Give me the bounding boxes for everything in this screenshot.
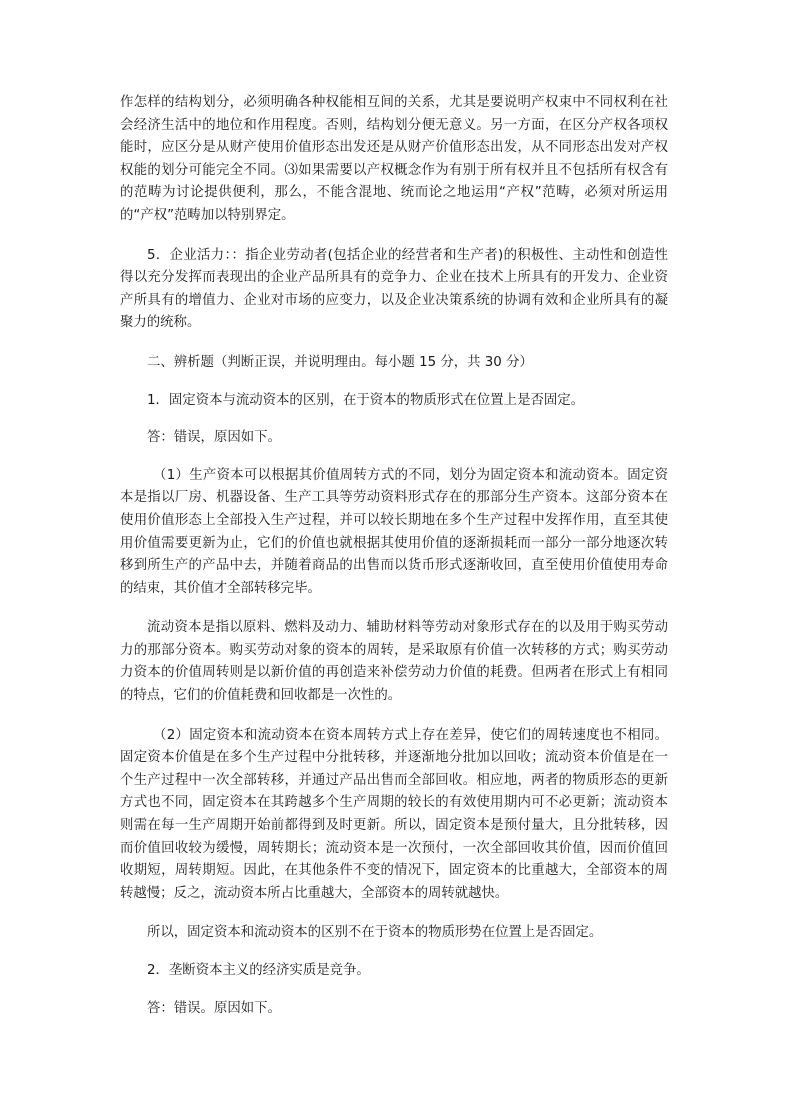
question-2: 2．垄断资本主义的经济实质是竞争。 bbox=[147, 963, 370, 978]
answer-2-intro: 答：错误。原因如下。 bbox=[147, 1000, 281, 1016]
answer-1-conclusion: 所以，固定资本和流动资本的区别不在于资本的物质形势在位置上是否固定。 bbox=[147, 925, 603, 941]
section-heading-analysis-questions: 二、辨析题（判断正误，并说明理由。每小题 15 分，共 30 分） bbox=[147, 354, 533, 370]
answer-1-intro: 答：错误，原因如下。 bbox=[147, 430, 281, 446]
paragraph-property-rights: 作怎样的结构划分，必须明确各种权能相互间的关系，尤其是要说明产权束中不同权利在社会经济生活中的地位和作用程度。否则，结构划分便无意义。另一方面，在区分产权各项权能时，应区分是从财产使用价值形态出发还是从财产价值形态出发，从不同形态出发对产权权能的划分可能完全不同。⑶如果需要以产权概念作为有别于所有权并且不包括所有权含有的范畴为讨论提供便利，那么，不能含混地、统而论之地运用“产权”范畴，必须对所运用的“产权”范畴加以特别界定。 bbox=[120, 95, 668, 223]
document-page bbox=[120, 92, 668, 1020]
answer-1-point-1: （1）生产资本可以根据其价值周转方式的不同，划分为固定资本和流动资本。固定资本是指以厂房、机器设备、生产工具等劳动资料形式存在的那部分生产资本。这部分资本在使用价值形态上全部投入生产过程，并可以较长期地在多个生产过程中发挥作用，直至其使用价值需要更新为止，它们的价值也就根据其使用价值的逐渐损耗而一部分一部分地逐次转移到所生产的产品中去，并随着商品的出售而以货币形式逐渐收回，直至使用价值使用寿命的结束，其价值才全部转移完毕。 bbox=[120, 467, 668, 596]
answer-1-circulating-capital: 流动资本是指以原料、燃料及动力、辅助材料等劳动对象形式存在的以及用于购买劳动力的那部分资本。购买劳动对象的资本的周转，是采取原有价值一次转移的方式；购买劳动力资本的价值周转则是以新价值的再创造来补偿劳动力价值的耗费。但两者在形式上有相同的特点，它们的价值耗费和回收都是一次性的。 bbox=[120, 620, 668, 704]
paragraph-enterprise-vitality: 5．企业活力：：指企业劳动者(包括企业的经营者和生产者)的积极性、主动性和创造性得以充分发挥而表现出的企业产品所具有的竞争力、企业在技术上所具有的开发力、企业资产所具有的增值力、企业对市场的应变力，以及企业决策系统的协调有效和企业所具有的凝聚力的统称。 bbox=[120, 247, 668, 331]
answer-1-point-2: （2）固定资本和流动资本在资本周转方式上存在差异，使它们的周转速度也不相同。固定资本价值是在多个生产过程中分批转移，并逐渐地分批加以回收；流动资本价值是在一个生产过程中一次全部转移，并通过产品出售而全部回收。相应地，两者的物质形态的更新方式也不同，固定资本在其跨越多个生产周期的较长的有效使用期内可不必更新；流动资本则需在每一生产周期开始前都得到及时更新。所以，固定资本是预付量大，且分批转移，因而价值回收较为缓慢，周转期长；流动资本是一次预付，一次全部回收其价值，因而价值回收期短，周转期短。因此，在其他条件不变的情况下，固定资本的比重越大，全部资本的周转越慢；反之，流动资本所占比重越大，全部资本的周转就越快。 bbox=[120, 727, 668, 901]
question-1: 1．固定资本与流动资本的区别，在于资本的物质形式在位置上是否固定。 bbox=[147, 392, 585, 408]
